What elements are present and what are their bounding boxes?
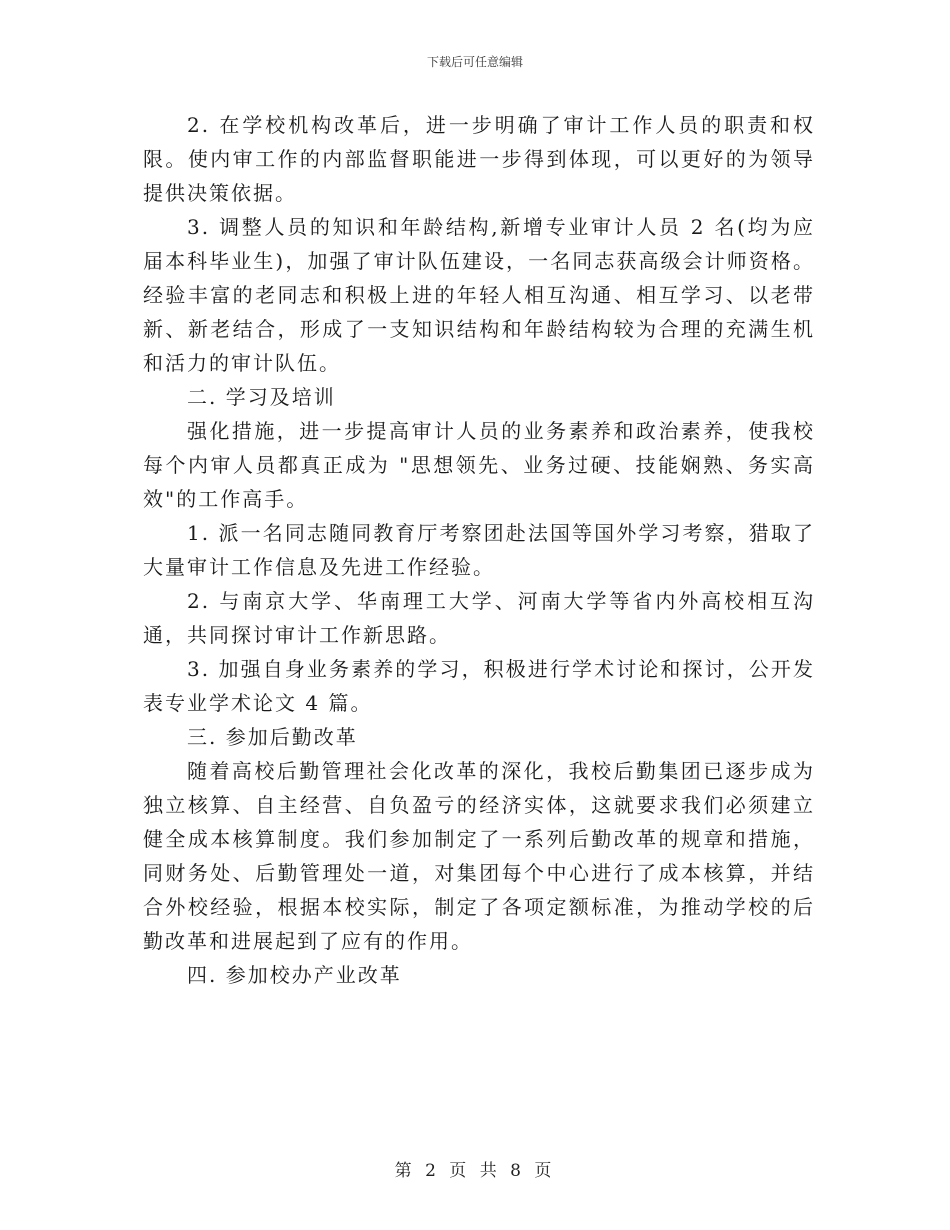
- page-header-note: 下载后可任意编辑: [426, 55, 523, 69]
- paragraph-logistics: 随着高校后勤管理社会化改革的深化，我校后勤集团已逐步成为独立核算、自主经营、自负盈亏的经济实体，这就要求我们必须建立健全成本核算制度。我们参加制定了一系列后勤改革的规章和措施，同财务处、后勤管理处一道，对集团每个中心进行了成本核算，并结合外校经验，根据本校实际，制定了各项定额标准，为推动学校的后勤改革和进展起到了应有的作用。: [143, 759, 815, 953]
- page-number-footer: 第 2 页 共 8 页: [394, 1161, 556, 1181]
- document-body: [143, 108, 815, 992]
- section-heading-logistics: 三. 参加后勤改革: [187, 725, 358, 749]
- paragraph-training-item-3: 3. 加强自身业务素养的学习，积极进行学术讨论和探讨，公开发表专业学术论文 4 篇。: [143, 657, 815, 715]
- section-heading-industry: 四. 参加校办产业改革: [187, 963, 402, 987]
- paragraph-training-item-2: 2. 与南京大学、华南理工大学、河南大学等省内外高校相互沟通，共同探讨审计工作新思路。: [143, 589, 815, 647]
- paragraph-training-intro: 强化措施，进一步提高审计人员的业务素养和政治素养，使我校每个内审人员都真正成为 "思想领先、业务过硬、技能娴熟、务实高效"的工作高手。: [143, 419, 815, 511]
- paragraph-training-item-1: 1. 派一名同志随同教育厅考察团赴法国等国外学习考察，猎取了大量审计工作信息及先进工作经验。: [143, 521, 815, 579]
- paragraph-item-3-staffing: 3. 调整人员的知识和年龄结构,新增专业审计人员 2 名(均为应届本科毕业生)，加强了审计队伍建设，一名同志获高级会计师资格。经验丰富的老同志和积极上进的年轻人相互沟通、相互学习、以老带新、新老结合，形成了一支知识结构和年龄结构较为合理的充满生机和活力的审计队伍。: [143, 215, 815, 375]
- section-heading-training: 二. 学习及培训: [187, 385, 336, 409]
- paragraph-item-2-reform: 2. 在学校机构改革后，进一步明确了审计工作人员的职责和权限。使内审工作的内部监督职能进一步得到体现，可以更好的为领导提供决策依据。: [143, 113, 815, 205]
